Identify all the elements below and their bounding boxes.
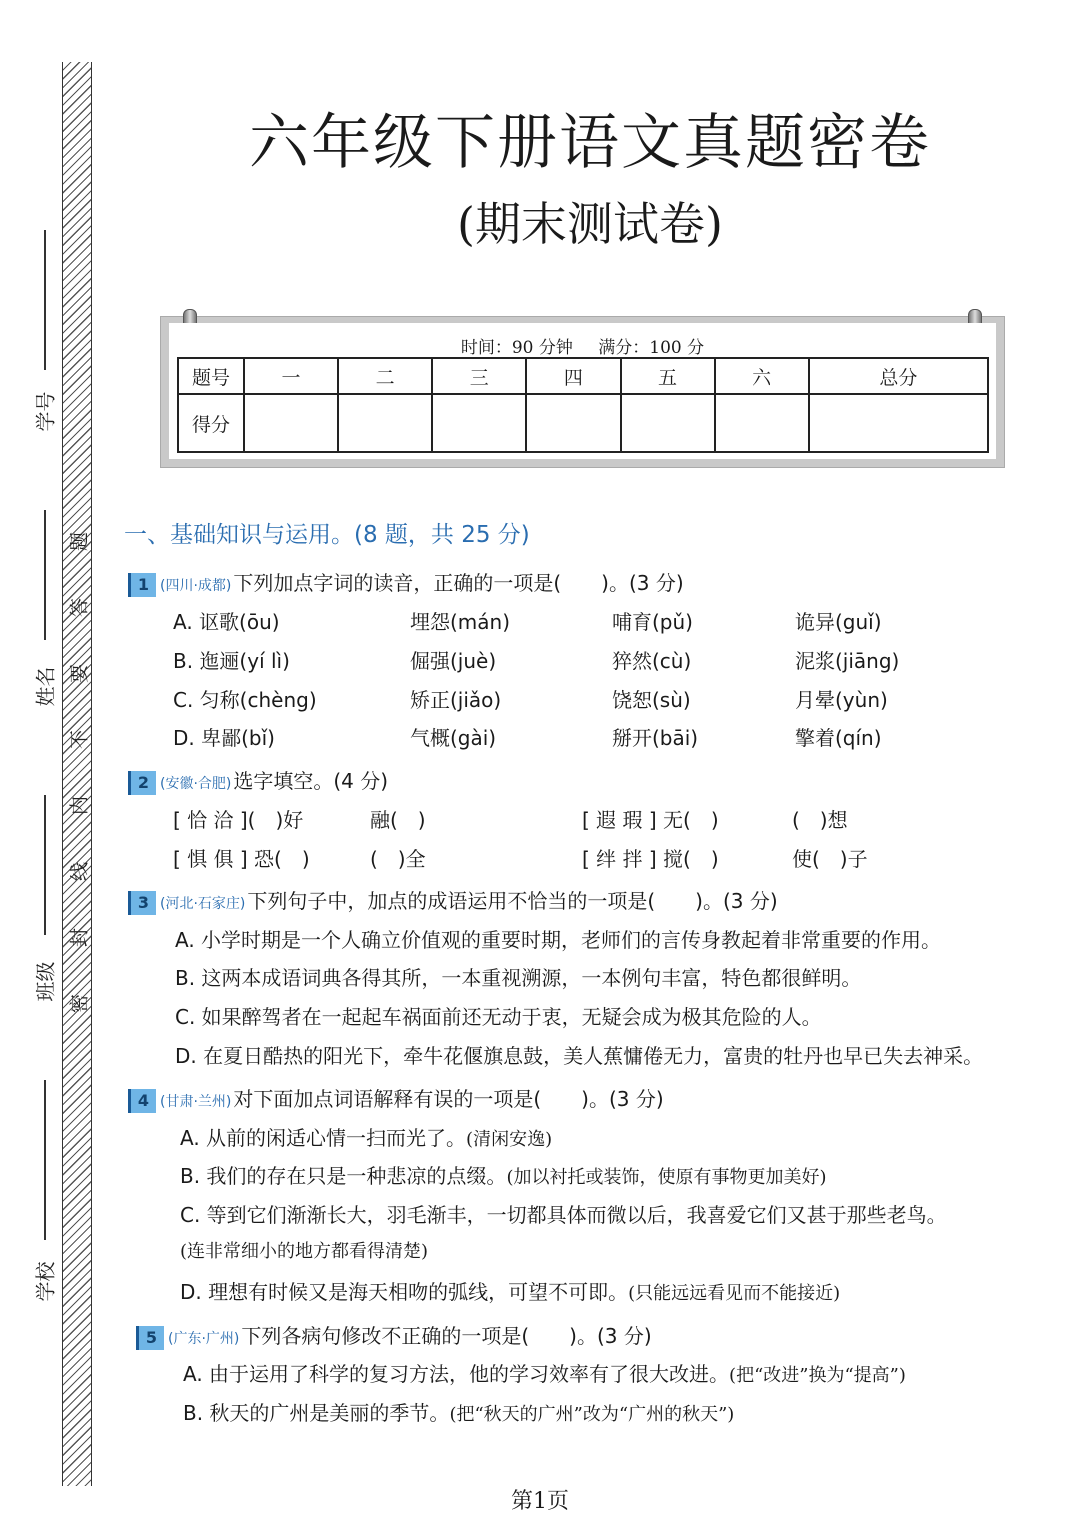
score-cell[interactable]	[715, 394, 809, 452]
class-line	[44, 795, 46, 935]
fill-blank[interactable]: [ 恰 洽 ]( )好	[173, 808, 304, 832]
option-b-4: 泥浆(jiāng)	[795, 649, 900, 673]
score-cell[interactable]	[809, 394, 988, 452]
option-c-3: 饶恕(sù)	[612, 688, 691, 712]
option-text: A. 从前的闲适心情一扫而光了。	[180, 1126, 467, 1150]
option-b	[183, 1397, 734, 1426]
score-header-cell: 一	[244, 358, 338, 394]
option-d: D. 在夏日酷热的阳光下，牵牛花偃旗息鼓，美人蕉慵倦无力，富贵的牡丹也早已失去神采。	[175, 1044, 984, 1068]
score-header-cell: 总分	[809, 358, 988, 394]
option-d-3: 掰开(bāi)	[612, 726, 699, 750]
score-header-cell: 四	[526, 358, 620, 394]
label-name: 姓名	[33, 666, 58, 707]
option-a-1: A. 讴歌(ōu)	[173, 610, 280, 634]
option-c-note	[180, 1237, 428, 1263]
score-table-score-row	[178, 394, 988, 452]
seal-char: 要	[68, 664, 91, 684]
page-subtitle: (期末测试卷)	[457, 197, 723, 251]
score-table	[177, 357, 989, 453]
seal-char: 线	[68, 862, 91, 882]
fill-blank[interactable]: 使( )子	[792, 847, 868, 871]
exam-full-score: 满分：100 分	[598, 338, 705, 358]
option-a: A. 小学时期是一个人确立价值观的重要时期，老师们的言传身教起着非常重要的作用。	[175, 928, 942, 952]
question-number-badge: 4	[128, 1089, 156, 1113]
score-cell[interactable]	[621, 394, 715, 452]
option-a	[180, 1122, 552, 1151]
option-a-3: 哺育(pǔ)	[612, 610, 693, 634]
option-text: B. 我们的存在只是一种悲凉的点缀。	[180, 1164, 507, 1188]
fill-blank[interactable]: [ 惧 俱 ] 恐( )	[173, 847, 310, 871]
score-cell[interactable]	[526, 394, 620, 452]
seal-char: 封	[68, 928, 91, 948]
score-header-cell: 二	[338, 358, 432, 394]
option-text: B. 秋天的广州是美丽的季节。	[183, 1401, 450, 1425]
option-b	[180, 1160, 826, 1189]
score-board	[160, 316, 1005, 468]
question-3	[128, 885, 778, 915]
exam-info	[169, 333, 996, 358]
option-text: D. 理想有时候又是海天相吻的弧线，可望不可即。	[180, 1280, 629, 1304]
score-row-label: 得分	[178, 394, 244, 452]
option-b-2: 倔强(juè)	[410, 649, 497, 673]
fill-blank[interactable]: ( )全	[370, 847, 426, 871]
question-source: (安徽·合肥)	[160, 776, 232, 792]
question-5	[136, 1320, 652, 1350]
score-table-header-row	[178, 358, 988, 394]
school-line	[44, 1080, 46, 1240]
question-number-badge: 2	[128, 771, 156, 795]
question-source: (甘肃·兰州)	[160, 1094, 232, 1110]
page-number: 第1页	[511, 1489, 569, 1514]
option-a-4: 诡异(guǐ)	[795, 610, 882, 634]
option-b-1: B. 迤逦(yí lì)	[173, 649, 290, 673]
option-note: (加以衬托或装饰，使原有事物更加美好)	[506, 1167, 827, 1188]
option-c-2: 矫正(jiǎo)	[410, 688, 502, 712]
option-text: C. 等到它们渐渐长大，羽毛渐丰，一切都具体而微以后，我喜爱它们又甚于那些老鸟。	[180, 1203, 947, 1227]
question-text: 下列各病句修改不正确的一项是( )。(3 分)	[241, 1324, 652, 1348]
score-cell[interactable]	[432, 394, 526, 452]
question-source: (四川·成都)	[160, 578, 232, 594]
option-note: (把“改进”换为“提高”)	[729, 1365, 906, 1386]
option-d-2: 气概(gài)	[410, 726, 497, 750]
option-c-1: C. 匀称(chèng)	[173, 688, 317, 712]
option-note: (连非常细小的地方都看得清楚)	[180, 1241, 429, 1262]
option-note: (只能远远看见而不能接近)	[628, 1283, 841, 1304]
question-source: (河北·石家庄)	[160, 896, 246, 912]
option-b-3: 猝然(cù)	[612, 649, 692, 673]
exam-time: 时间：90 分钟	[460, 338, 573, 358]
option-note: (把“秋天的广州”改为“广州的秋天”)	[449, 1404, 735, 1425]
option-c-4: 月晕(yùn)	[795, 688, 888, 712]
fill-blank[interactable]: [ 绊 拌 ] 搅( )	[582, 847, 719, 871]
question-number-badge: 3	[128, 891, 156, 915]
question-text: 选字填空。(4 分)	[233, 769, 389, 793]
fill-blank[interactable]: [ 遐 瑕 ] 无( )	[582, 808, 719, 832]
seal-char: 答	[68, 598, 91, 618]
option-d	[180, 1276, 840, 1305]
question-4	[128, 1083, 664, 1113]
page-title: 六年级下册语文真题密卷	[249, 108, 931, 178]
score-header-cell: 五	[621, 358, 715, 394]
question-1	[128, 567, 684, 597]
score-cell[interactable]	[244, 394, 338, 452]
label-school: 学校	[33, 1261, 58, 1302]
label-student-id: 学号	[33, 391, 58, 432]
section-1-heading: 一、基础知识与运用。(8 题，共 25 分)	[124, 522, 530, 548]
option-a	[183, 1358, 906, 1387]
option-d-1: D. 卑鄙(bǐ)	[173, 726, 275, 750]
seal-char: 题	[68, 532, 91, 552]
score-header-cell: 三	[432, 358, 526, 394]
score-cell[interactable]	[338, 394, 432, 452]
fill-blank[interactable]: 融( )	[370, 808, 426, 832]
question-text: 下列加点字词的读音，正确的一项是( )。(3 分)	[233, 571, 684, 595]
binding-margin	[0, 0, 100, 1528]
fill-blank[interactable]: ( )想	[792, 808, 848, 832]
binding-hatch-strip	[62, 62, 92, 1486]
question-text: 对下面加点词语解释有误的一项是( )。(3 分)	[233, 1087, 664, 1111]
option-text: A. 由于运用了科学的复习方法，他的学习效率有了很大改进。	[183, 1362, 730, 1386]
seal-char: 密	[68, 994, 91, 1014]
name-line	[44, 510, 46, 640]
score-header-cell: 六	[715, 358, 809, 394]
question-2	[128, 765, 388, 795]
option-b: B. 这两本成语词典各得其所，一本重视溯源，一本例句丰富，特色都很鲜明。	[175, 966, 862, 990]
option-note: (清闲安逸)	[466, 1129, 553, 1150]
student-id-line	[44, 230, 46, 370]
option-c: C. 如果醉驾者在一起起车祸面前还无动于衷，无疑会成为极其危险的人。	[175, 1005, 822, 1029]
option-d-4: 擎着(qín)	[795, 726, 882, 750]
seal-char: 不	[68, 730, 91, 750]
option-c	[180, 1199, 947, 1228]
label-class: 班级	[33, 961, 58, 1002]
score-header-cell: 题号	[178, 358, 244, 394]
seal-char: 内	[68, 796, 91, 816]
question-number-badge: 5	[136, 1326, 164, 1350]
score-board-panel	[169, 323, 996, 459]
question-text: 下列句子中，加点的成语运用不恰当的一项是( )。(3 分)	[247, 889, 778, 913]
option-a-2: 埋怨(mán)	[410, 610, 511, 634]
question-source: (广东·广州)	[168, 1331, 240, 1347]
question-number-badge: 1	[128, 573, 156, 597]
